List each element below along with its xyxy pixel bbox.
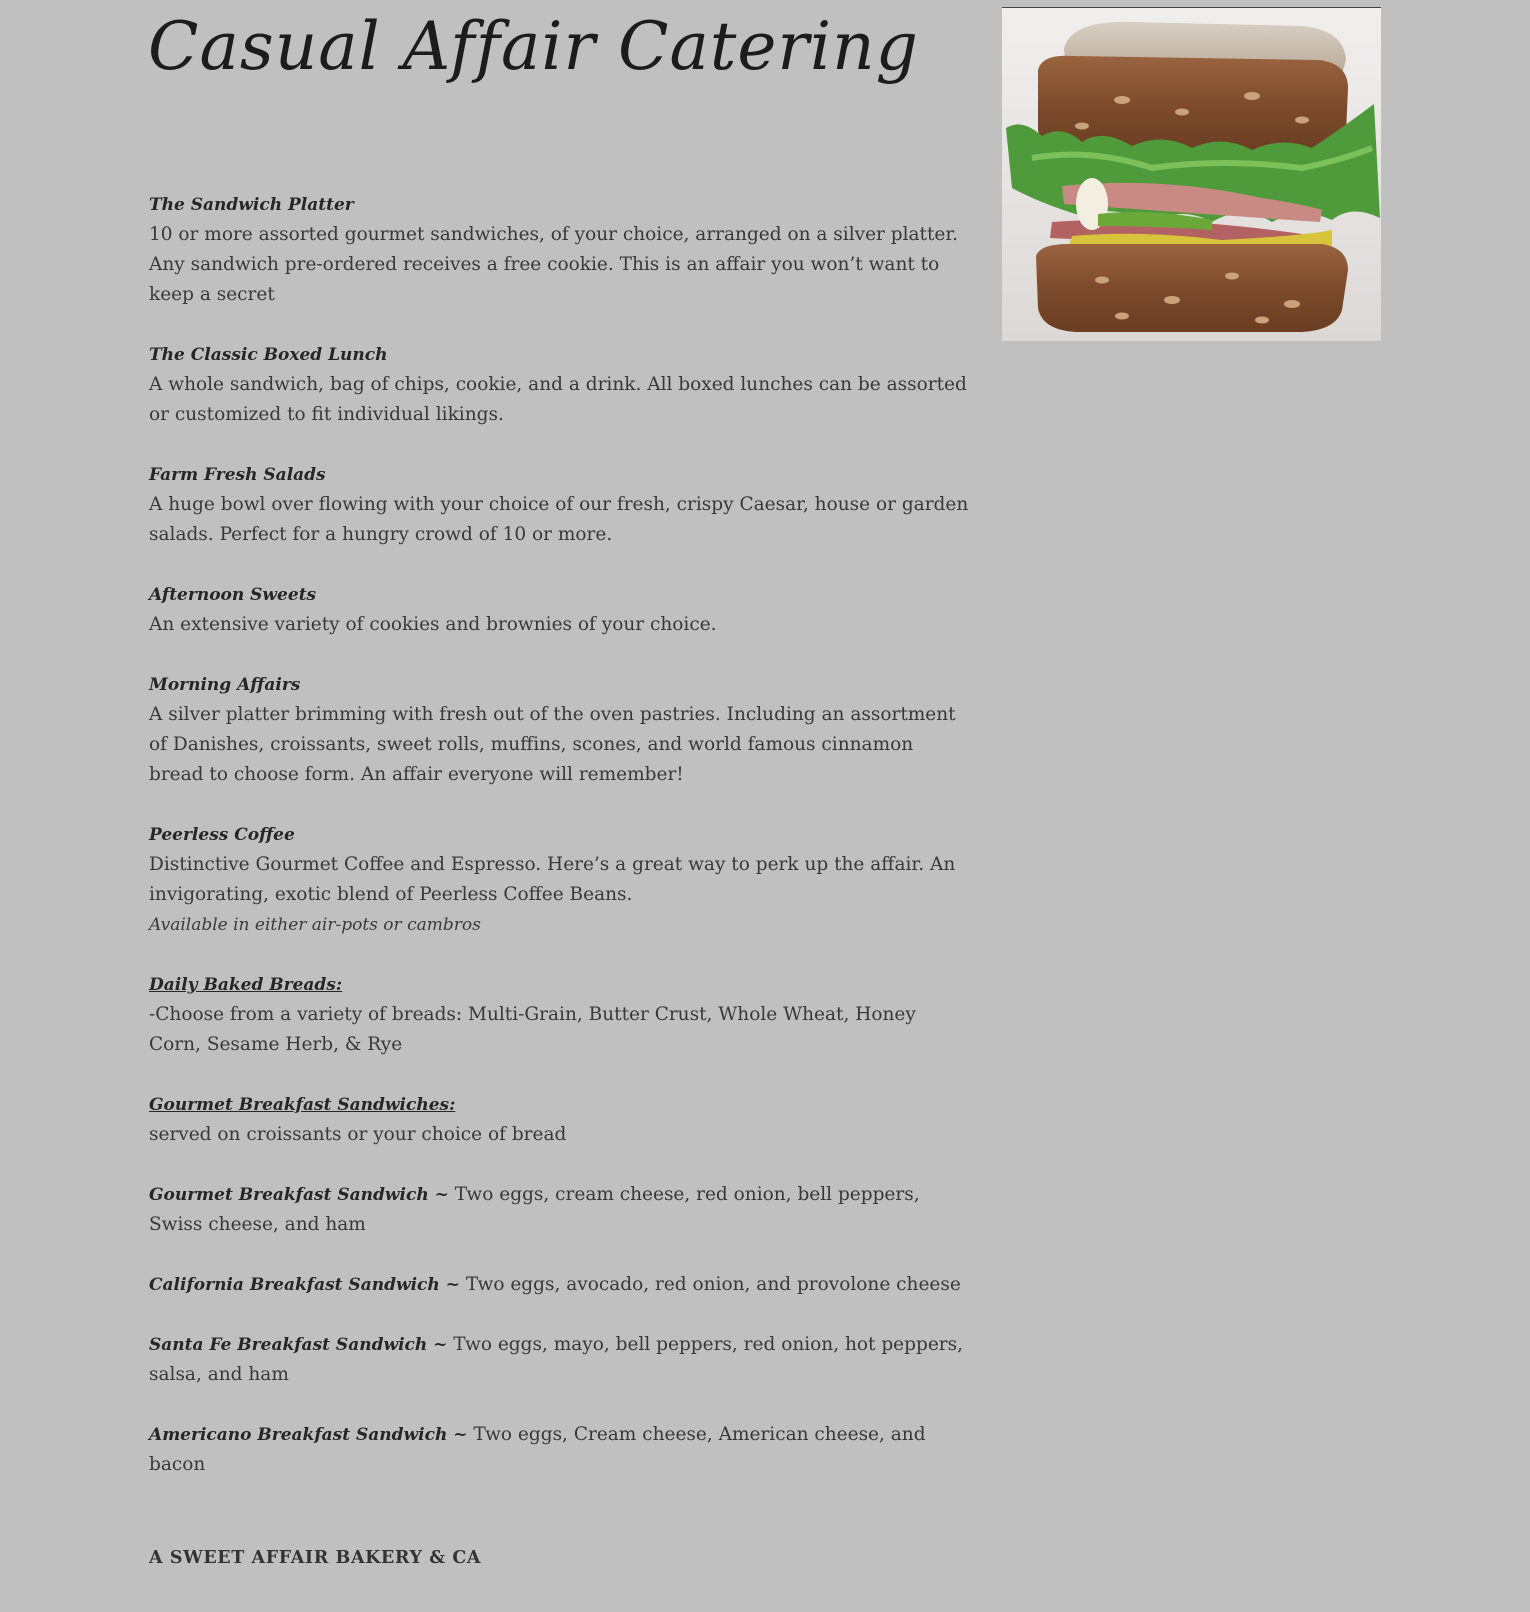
menu-item-heading: Morning Affairs	[149, 675, 301, 695]
sandwich-name: Americano Breakfast Sandwich ~	[149, 1425, 468, 1445]
sandwich-americano	[149, 1420, 969, 1480]
sandwich-description: Two eggs, cream cheese, red onion, bell peppers, Swiss cheese, and ham	[149, 1184, 920, 1235]
sandwich-description: Two eggs, avocado, red onion, and provolone cheese	[459, 1274, 961, 1295]
menu-item-boxed-lunch	[149, 340, 969, 430]
menu-item-description: Distinctive Gourmet Coffee and Espresso. Here’s a great way to perk up the affair. An invigorating, exotic blend of Peerless Coffee Beans.	[149, 854, 956, 905]
menu-item-description: A whole sandwich, bag of chips, cookie, and a drink. All boxed lunches can be assorted or customized to fit individual likings.	[149, 374, 967, 425]
sandwich-name: Santa Fe Breakfast Sandwich ~	[149, 1335, 448, 1355]
menu-item-heading: Peerless Coffee	[149, 825, 295, 845]
catering-menu	[149, 190, 969, 1510]
sandwich-california	[149, 1270, 969, 1300]
footer-brand: A SWEET AFFAIR BAKERY & CA	[149, 1548, 482, 1568]
menu-item-heading: The Classic Boxed Lunch	[149, 345, 388, 365]
menu-item-salads	[149, 460, 969, 550]
menu-item-description: An extensive variety of cookies and brownies of your choice.	[149, 614, 717, 635]
sandwich-description: Two eggs, Cream cheese, American cheese, and bacon	[149, 1424, 926, 1475]
sandwich-illustration	[1002, 8, 1381, 341]
menu-item-breakfast-sandwiches	[149, 1090, 969, 1150]
menu-item-breads	[149, 970, 969, 1060]
menu-item-description: A huge bowl over flowing with your choice of our fresh, crispy Caesar, house or garden salads. Perfect for a hungry crowd of 10 or more.	[149, 494, 969, 545]
menu-item-heading: Gourmet Breakfast Sandwiches:	[149, 1095, 456, 1115]
menu-item-heading: Farm Fresh Salads	[149, 465, 326, 485]
sandwich-name: California Breakfast Sandwich ~	[149, 1275, 460, 1295]
menu-item-sandwich-platter	[149, 190, 969, 310]
sandwich-santa-fe	[149, 1330, 969, 1390]
sandwich-name: Gourmet Breakfast Sandwich ~	[149, 1185, 449, 1205]
menu-item-note: Available in either air-pots or cambros	[149, 915, 481, 935]
sandwich-gourmet	[149, 1180, 969, 1240]
menu-item-sweets	[149, 580, 969, 640]
menu-item-description: A silver platter brimming with fresh out of the oven pastries. Including an assortment of Danishes, croissants, sweet rolls, muffins, scones, and world famous cinnamon bread to choose form. An affair everyone will remember!	[149, 704, 956, 785]
menu-item-morning-affairs	[149, 670, 969, 790]
menu-item-heading: Afternoon Sweets	[149, 585, 317, 605]
sandwich-description: Two eggs, mayo, bell peppers, red onion, hot peppers, salsa, and ham	[149, 1334, 963, 1385]
menu-item-heading: Daily Baked Breads:	[149, 975, 343, 995]
page-title: Casual Affair Catering	[148, 8, 919, 85]
menu-item-description: served on croissants or your choice of bread	[149, 1124, 567, 1145]
menu-item-heading: The Sandwich Platter	[149, 195, 354, 215]
menu-item-description: 10 or more assorted gourmet sandwiches, of your choice, arranged on a silver platter. Any sandwich pre-ordered receives a free cookie. This is an affair you won’t want to keep a secret	[149, 224, 959, 305]
menu-item-description: -Choose from a variety of breads: Multi-Grain, Butter Crust, Whole Wheat, Honey Corn, Sesame Herb, & Rye	[149, 1004, 916, 1055]
menu-item-coffee	[149, 820, 969, 940]
sandwich-photo	[1002, 7, 1381, 341]
